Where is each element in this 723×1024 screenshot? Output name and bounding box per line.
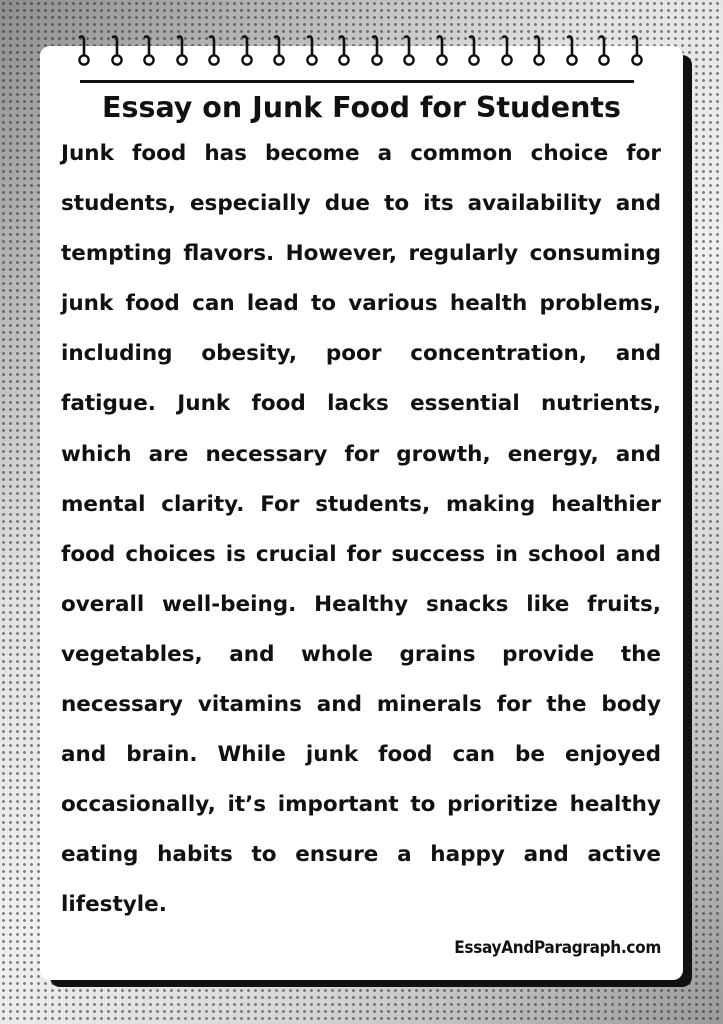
spiral-ring-icon [75,32,93,72]
spiral-ring-icon [173,32,191,72]
spiral-ring-icon [498,32,516,72]
spiral-ring-icon [628,32,646,72]
spiral-ring-icon [205,32,223,72]
spiral-ring-icon [270,32,288,72]
spiral-ring-icon [433,32,451,72]
spiral-ring-icon [530,32,548,72]
source-credit: EssayAndParagraph.com [454,938,661,958]
spiral-ring-icon [465,32,483,72]
spiral-ring-icon [335,32,353,72]
spiral-ring-icon [238,32,256,72]
notebook-page [40,46,683,980]
spiral-ring-icon [303,32,321,72]
page-title: Essay on Junk Food for Students [102,91,621,124]
spiral-ring-icon [400,32,418,72]
spiral-ring-icon [368,32,386,72]
spiral-ring-icon [595,32,613,72]
essay-body: Junk food has become a common choice for students, especially due to its availability and tempting flavors. However, regularly consuming junk food can lead to various health problems, including obesity, poor concentration, and fatigue. Junk food lacks essential nutrients, which are necessary for growth, energy, and mental clarity. For students, making healthier food choices is crucial for success in school and overall well-being. Healthy snacks like fruits, vegetables, and whole grains provide the necessary vitamins and minerals for the body and brain. While junk food can be enjoyed occasionally, it’s important to prioritize healthy eating habits to ensure a happy and active lifestyle. [61,141,661,918]
title-divider [80,80,634,83]
spiral-ring-icon [563,32,581,72]
spiral-ring-icon [108,32,126,72]
spiral-ring-icon [140,32,158,72]
